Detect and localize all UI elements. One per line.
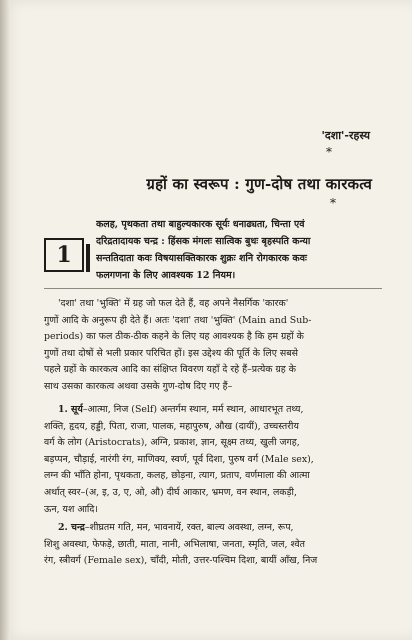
- summary-line: सन्ततिदाता कवः विषयासक्तिकारक शुक्रः शनि रोगकारक कवः: [96, 253, 307, 264]
- summary-line: कलह, पृथकता तथा बाहुल्यकारक सूर्यः धनाढ्यता, चिन्ता एवं: [96, 219, 305, 230]
- paragraph-line: periods) का फल ठीक-ठीक कहने के लिए यह आवश्यक है कि हम ग्रहों के: [44, 331, 304, 343]
- paragraph-line: गुणों आदि के अनुरूप ही देते हैं। अतः 'दशा' तथा 'भुक्ति' (Main and Sub-: [44, 314, 312, 326]
- item-line: अर्थात् स्वर–(अ, इ, उ, ए, ओ, औ) दीर्घ आकार, भ्रमण, वन स्थान, लकड़ी,: [44, 486, 297, 498]
- running-head: 'दशा'-रहस्य: [321, 129, 370, 142]
- item-text: –शीघ्रतम गति, मन, भावनायें, रक्त, बाल्य अवस्था, लग्न, रूप,: [84, 522, 294, 533]
- item-first-line: [44, 520, 384, 537]
- item-line: शिशु अवस्था, फेफड़े, छाती, माता, नानी, अभिलाषा, जनता, स्मृति, जल, श्वेत: [44, 538, 305, 550]
- item-heading-moon: 2. चन्द्र: [58, 522, 85, 533]
- page-gutter-shadow: [0, 0, 10, 640]
- chapter-summary: [96, 216, 380, 284]
- item-line: शक्ति, हृदय, हड्डी, पिता, राजा, पालक, महापुरुष, औख (दायीं), उच्चस्तरीय: [44, 420, 299, 432]
- item-sun: [44, 402, 384, 518]
- item-line: ऊन, यश आदि।: [44, 503, 98, 515]
- item-line: लग्न की भाँति होना, पृथकता, कलह, छोड़ना, त्याग, प्रताप, वर्णमाला की आत्मा: [44, 470, 310, 482]
- item-line: रंग, स्त्रीवर्ग (Female sex), चाँदी, मोती, उत्तर-पश्चिम दिशा, बायीं आँख, निज: [44, 555, 318, 567]
- item-line: वर्ग के लोग (Aristocrats), अग्नि, प्रकाश, ज्ञान, सूक्ष्म तथ्य, खुली जगह,: [44, 437, 300, 449]
- chapter-number-badge: 1: [44, 238, 84, 272]
- item-text: –आत्मा, निज (Self) अन्तर्गम स्थान, मर्म स्थान, आधारभूत तथ्य,: [82, 404, 304, 415]
- ornament-star-bottom: *: [330, 196, 336, 210]
- summary-line: दरिद्रतादायक चन्द्र : हिंसक मंगलः सात्विक बुधः बृहस्पति कन्या: [96, 236, 311, 247]
- item-line: बड़प्पन, चौड़ाई, नारंगी रंग, माणिक्य, स्वर्ण, पूर्व दिशा, पुरुष वर्ग (Male sex),: [44, 453, 314, 465]
- paragraph-line: गुणों तथा दोषों से भली प्रकार परिचित हों। इस उद्देश्य की पूर्ति के लिए सबसे: [44, 347, 298, 359]
- paragraph-line: साथ उसका कारकत्व अथवा उसके गुण-दोष दिए गए हैं–: [44, 380, 233, 392]
- item-heading-sun: 1. सूर्य: [58, 404, 83, 415]
- paragraph-line: पहले ग्रहों के कारकत्व आदि का संक्षिप्त विवरण यहाँ दे रहे हैं–प्रत्येक ग्रह के: [44, 364, 296, 376]
- intro-paragraph: [44, 296, 384, 396]
- summary-divider: [44, 288, 382, 289]
- item-first-line: [44, 402, 384, 419]
- section-title: ग्रहों का स्वरूप : गुण-दोष तथा कारकत्व: [146, 175, 372, 193]
- summary-line: फलगणना के लिए आवश्यक 12 नियम।: [96, 270, 236, 281]
- ornament-star-top: *: [326, 145, 332, 159]
- paragraph-line: 'दशा' तथा 'भुक्ति' में ग्रह जो फल देते हैं, वह अपने नैसर्गिक 'कारक': [58, 298, 289, 309]
- item-moon: [44, 520, 384, 570]
